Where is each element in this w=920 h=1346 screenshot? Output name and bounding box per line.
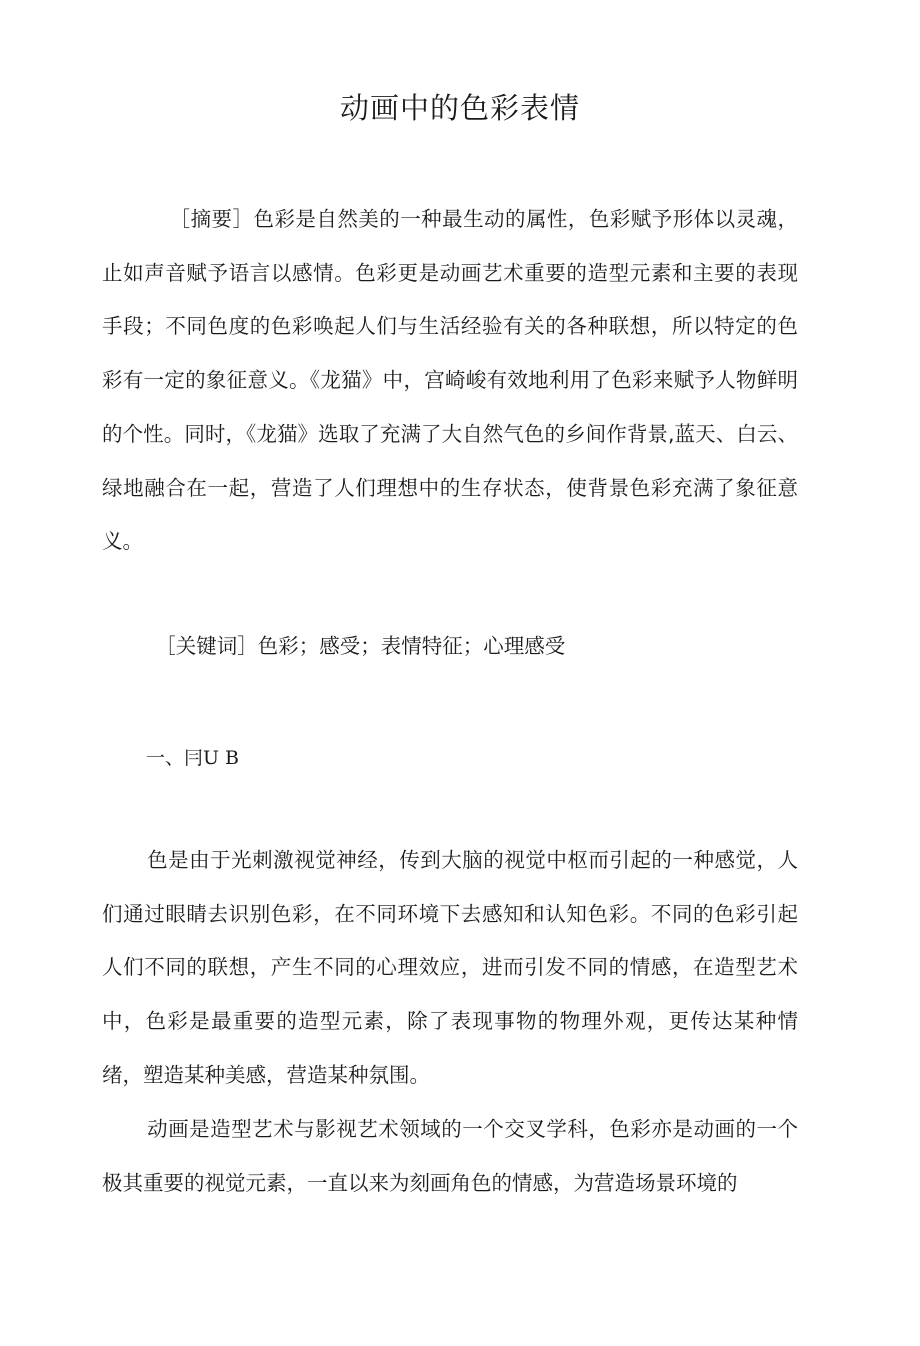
document-title: 动画中的色彩表情 — [339, 91, 580, 125]
body-paragraph: 色是由于光刺激视觉神经，传到大脑的视觉中枢而引起的一种感觉，人们通过眼睛去识别色彩，在不同环境下去感知和认知色彩。不同的色彩引起人们不同的联想，产生不同的心理效应，进而引发不同的情感，在造型艺术中，色彩是最重要的造型元素，除了表现事物的物理外观，更传达某种情绪，塑造某种美感，营造某种氛围。 — [102, 848, 798, 1087]
abstract-paragraph: ［摘要］色彩是自然美的一种最生动的属性，色彩赋予形体以灵魂，止如声音赋予语言以感情。色彩更是动画艺术重要的造型元素和主要的表现手段；不同色度的色彩唤起人们与生活经验有关的各种联想，所以特定的色彩有一定的象征意义。《龙猫》中，宫崎峻有效地利用了色彩来赋予人物鲜明的个性。同时，《龙猫》选取了充满了大自然气色的乡间作背景,蓝天、白云、绿地融合在一起，营造了人们理想中的生存状态，使背景色彩充满了象征意义。 — [102, 207, 798, 554]
body-paragraph: 动画是造型艺术与影视艺术领域的一个交叉学科，色彩亦是动画的一个极其重要的视觉元素，一直以来为刻画角色的情感，为营造场景环境的 — [102, 1117, 798, 1195]
keywords-line: ［关键词］色彩；感受；表情特征；心理感受 — [155, 634, 566, 658]
section-heading: 一、冃U B — [146, 747, 240, 769]
